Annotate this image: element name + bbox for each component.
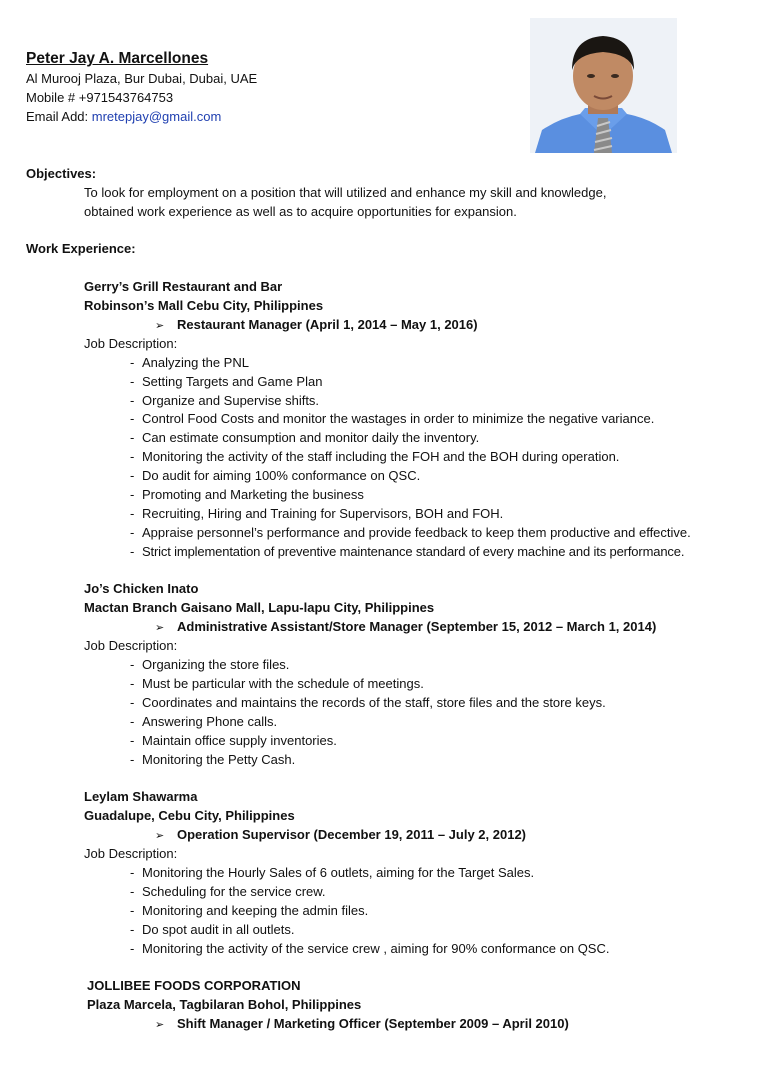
duty-item	[130, 504, 503, 523]
candidate-name: Peter Jay A. Marcellones	[26, 50, 209, 67]
duty-item	[130, 485, 364, 504]
duty-text: Maintain office supply inventories.	[142, 733, 337, 748]
company-name: Leylam Shawarma	[84, 789, 198, 804]
dash-bullet-icon: -	[130, 411, 135, 426]
duty-item	[130, 750, 295, 769]
duty-item	[130, 391, 319, 410]
duty-text: Can estimate consumption and monitor daily the inventory.	[142, 430, 480, 445]
dash-bullet-icon: -	[130, 468, 135, 483]
arrow-bullet-icon: ➢	[155, 320, 165, 332]
duty-text: Must be particular with the schedule of meetings.	[142, 676, 424, 691]
company-name: Gerry’s Grill Restaurant and Bar	[84, 279, 283, 294]
dash-bullet-icon: -	[130, 506, 135, 521]
role-title: Shift Manager / Marketing Officer (September 2009 – April 2010)	[177, 1016, 569, 1031]
dash-bullet-icon: -	[130, 487, 135, 502]
company-location: Mactan Branch Gaisano Mall, Lapu-lapu City, Philippines	[84, 600, 435, 615]
objective-line: To look for employment on a position that will utilized and enhance my skill and knowledge,	[84, 185, 607, 200]
dash-bullet-icon: -	[130, 903, 135, 918]
company-location: Plaza Marcela, Tagbilaran Bohol, Philippines	[87, 997, 362, 1012]
duty-item	[130, 466, 420, 485]
duty-text: Promoting and Marketing the business	[142, 487, 364, 502]
dash-bullet-icon: -	[130, 695, 135, 710]
email-link[interactable]: mretepjay@gmail.com	[91, 109, 222, 124]
objective-line: obtained work experience as well as to acquire opportunities for expansion.	[84, 204, 517, 219]
duty-text: Appraise personnel’s performance and provide feedback to keep them productive and effective.	[142, 525, 691, 540]
dash-bullet-icon: -	[130, 922, 135, 937]
dash-bullet-icon: -	[130, 752, 135, 767]
role-title: Restaurant Manager (April 1, 2014 – May 1, 2016)	[177, 317, 478, 332]
duty-text: Monitoring and keeping the admin files.	[142, 903, 369, 918]
duty-text: Strict implementation of preventive maintenance standard of every machine and its performance.	[142, 544, 685, 559]
duty-text: Setting Targets and Game Plan	[142, 374, 323, 389]
duty-item	[130, 447, 619, 466]
duty-text: Do audit for aiming 100% conformance on QSC.	[142, 468, 421, 483]
duty-item	[130, 674, 424, 693]
duty-text: Analyzing the PNL	[142, 355, 249, 370]
duty-item	[130, 712, 277, 731]
dash-bullet-icon: -	[130, 714, 135, 729]
dash-bullet-icon: -	[130, 657, 135, 672]
dash-bullet-icon: -	[130, 393, 135, 408]
dash-bullet-icon: -	[130, 941, 135, 956]
duty-item	[130, 372, 322, 391]
dash-bullet-icon: -	[130, 430, 135, 445]
job-description-label: Job Description:	[84, 846, 178, 861]
arrow-bullet-icon: ➢	[155, 830, 165, 842]
duty-text: Organize and Supervise shifts.	[142, 393, 320, 408]
role-title: Operation Supervisor (December 19, 2011 – July 2, 2012)	[177, 827, 527, 842]
duty-item	[130, 731, 337, 750]
person-photo-icon	[530, 18, 677, 153]
dash-bullet-icon: -	[130, 733, 135, 748]
dash-bullet-icon: -	[130, 544, 135, 559]
company-name: JOLLIBEE FOODS CORPORATION	[87, 978, 301, 993]
duty-text: Recruiting, Hiring and Training for Supervisors, BOH and FOH.	[142, 506, 504, 521]
dash-bullet-icon: -	[130, 676, 135, 691]
duty-item	[130, 882, 326, 901]
duty-item	[130, 939, 609, 958]
duty-text: Monitoring the activity of the service crew , aiming for 90% conformance on QSC.	[142, 941, 610, 956]
arrow-bullet-icon: ➢	[155, 1019, 165, 1031]
duty-text: Control Food Costs and monitor the wastages in order to minimize the negative variance.	[142, 411, 655, 426]
duty-item	[130, 655, 289, 674]
duty-item	[130, 523, 691, 542]
company-location: Robinson’s Mall Cebu City, Philippines	[84, 298, 324, 313]
duty-text: Monitoring the Petty Cash.	[142, 752, 296, 767]
duty-text: Coordinates and maintains the records of the staff, store files and the store keys.	[142, 695, 606, 710]
job-role	[155, 315, 478, 336]
duty-item	[130, 542, 684, 561]
dash-bullet-icon: -	[130, 449, 135, 464]
job-role	[155, 1014, 569, 1035]
duty-item	[130, 920, 294, 939]
role-title: Administrative Assistant/Store Manager (September 15, 2012 – March 1, 2014)	[177, 619, 657, 634]
objectives-heading: Objectives:	[26, 166, 97, 181]
email-label: Email Add:	[26, 109, 92, 124]
address: Al Murooj Plaza, Bur Dubai, Dubai, UAE	[26, 71, 258, 86]
email-line	[26, 107, 221, 126]
duty-item	[130, 353, 249, 372]
duty-text: Monitoring the activity of the staff including the FOH and the BOH during operation.	[142, 449, 620, 464]
job-description-label: Job Description:	[84, 638, 178, 653]
duty-item	[130, 409, 654, 428]
dash-bullet-icon: -	[130, 884, 135, 899]
dash-bullet-icon: -	[130, 865, 135, 880]
arrow-bullet-icon: ➢	[155, 622, 165, 634]
duty-text: Scheduling for the service crew.	[142, 884, 326, 899]
job-description-label: Job Description:	[84, 336, 178, 351]
mobile-number: Mobile # +971543764753	[26, 90, 174, 105]
company-location: Guadalupe, Cebu City, Philippines	[84, 808, 295, 823]
job-role	[155, 825, 526, 846]
profile-photo	[530, 18, 677, 153]
duty-item	[130, 863, 534, 882]
duty-text: Monitoring the Hourly Sales of 6 outlets, aiming for the Target Sales.	[142, 865, 535, 880]
duty-item	[130, 901, 368, 920]
duty-item	[130, 693, 606, 712]
work-experience-heading: Work Experience:	[26, 241, 136, 256]
duty-text: Organizing the store files.	[142, 657, 290, 672]
dash-bullet-icon: -	[130, 525, 135, 540]
job-role	[155, 617, 656, 638]
company-name: Jo’s Chicken Inato	[84, 581, 199, 596]
duty-text: Answering Phone calls.	[142, 714, 278, 729]
dash-bullet-icon: -	[130, 355, 135, 370]
duty-text: Do spot audit in all outlets.	[142, 922, 295, 937]
dash-bullet-icon: -	[130, 374, 135, 389]
duty-item	[130, 428, 479, 447]
